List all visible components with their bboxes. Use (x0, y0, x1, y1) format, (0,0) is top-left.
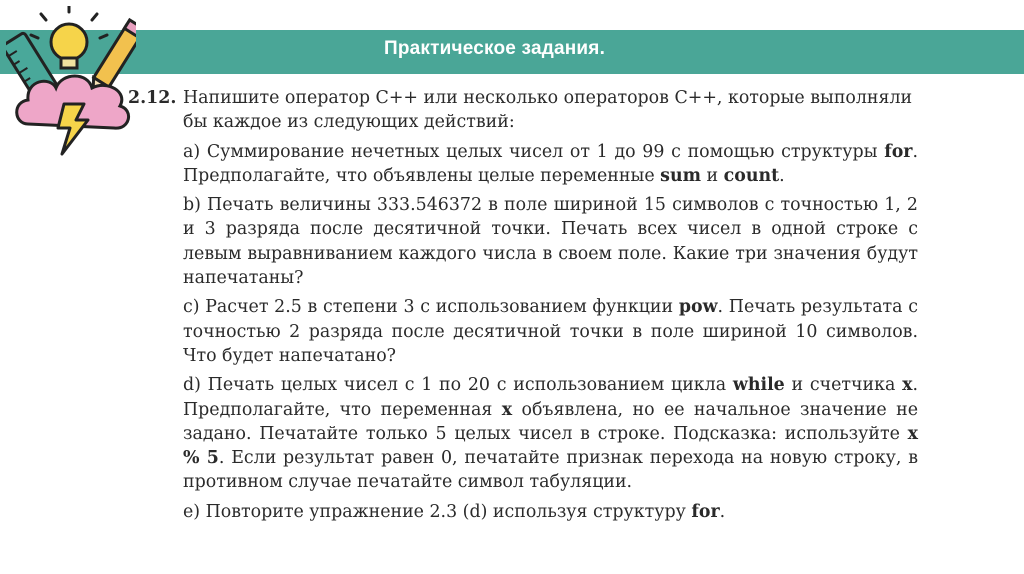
task-number: 2.12. (128, 88, 177, 108)
task-item (183, 373, 918, 494)
idea-lightbulb-cloud-pencil-ruler-icon (6, 6, 136, 158)
task-text: . Предполагайте, что переменная (183, 375, 918, 420)
task-intro: Напишите оператор С++ или несколько операторов С++, которые выполняли бы каждое из следующих действий: (183, 88, 913, 133)
code-keyword: count (723, 165, 780, 186)
code-keyword: pow (678, 297, 718, 318)
task-text: e) Повторите упражнение 2.3 (d) используя структуру (183, 501, 692, 522)
task-text: b) Печать величины 333.546372 в поле шириной 15 символов с точностью 1, 2 и 3 разряда после десятичной точки. Печать всех чисел в одной строке с левым выравниванием каждого числа в своем поле. Какие три значения будут напечатаны? (183, 195, 918, 289)
code-keyword: sum (660, 165, 701, 186)
task-item (183, 295, 918, 368)
code-keyword: while (732, 375, 785, 396)
task-text: c) Расчет 2.5 в степени 3 с использованием функции (183, 297, 679, 318)
task-text: . Печать результата с точностью 2 разряда после десятичной точки в поле шириной 10 символов. Что будет напечатано? (183, 297, 918, 366)
code-keyword: x (902, 375, 913, 396)
task-header (128, 86, 918, 135)
task-text: . (779, 165, 785, 186)
task-item (183, 140, 918, 189)
code-keyword: for (691, 501, 720, 522)
task-text: a) Суммирование нечетных целых чисел от 1 до 99 с помощью структуры (183, 141, 885, 162)
task-text: . (719, 501, 726, 522)
task-document (128, 86, 918, 524)
task-item (183, 500, 918, 524)
code-keyword: x % 5 (183, 423, 918, 469)
task-text: объявлена, но ее начальное значение не задано. Печатайте только 5 целых чисел в строке. Подсказка: используйте (183, 399, 918, 444)
code-keyword: for (884, 141, 913, 162)
task-text: d) Печать целых чисел с 1 по 20 с использованием цикла (183, 375, 733, 396)
task-item (183, 193, 918, 290)
task-text: и счетчика (784, 375, 903, 396)
slide-title: Практическое задания. (384, 38, 606, 59)
task-text: и (701, 165, 724, 186)
code-keyword: x (501, 399, 513, 420)
task-text: . Если результат равен 0, печатайте признак перехода на новую строку, в противном случае печатайте символ табуляции. (183, 448, 918, 493)
task-text: . Предполагайте, что объявлены целые переменные (183, 141, 918, 186)
task-items (128, 140, 918, 524)
